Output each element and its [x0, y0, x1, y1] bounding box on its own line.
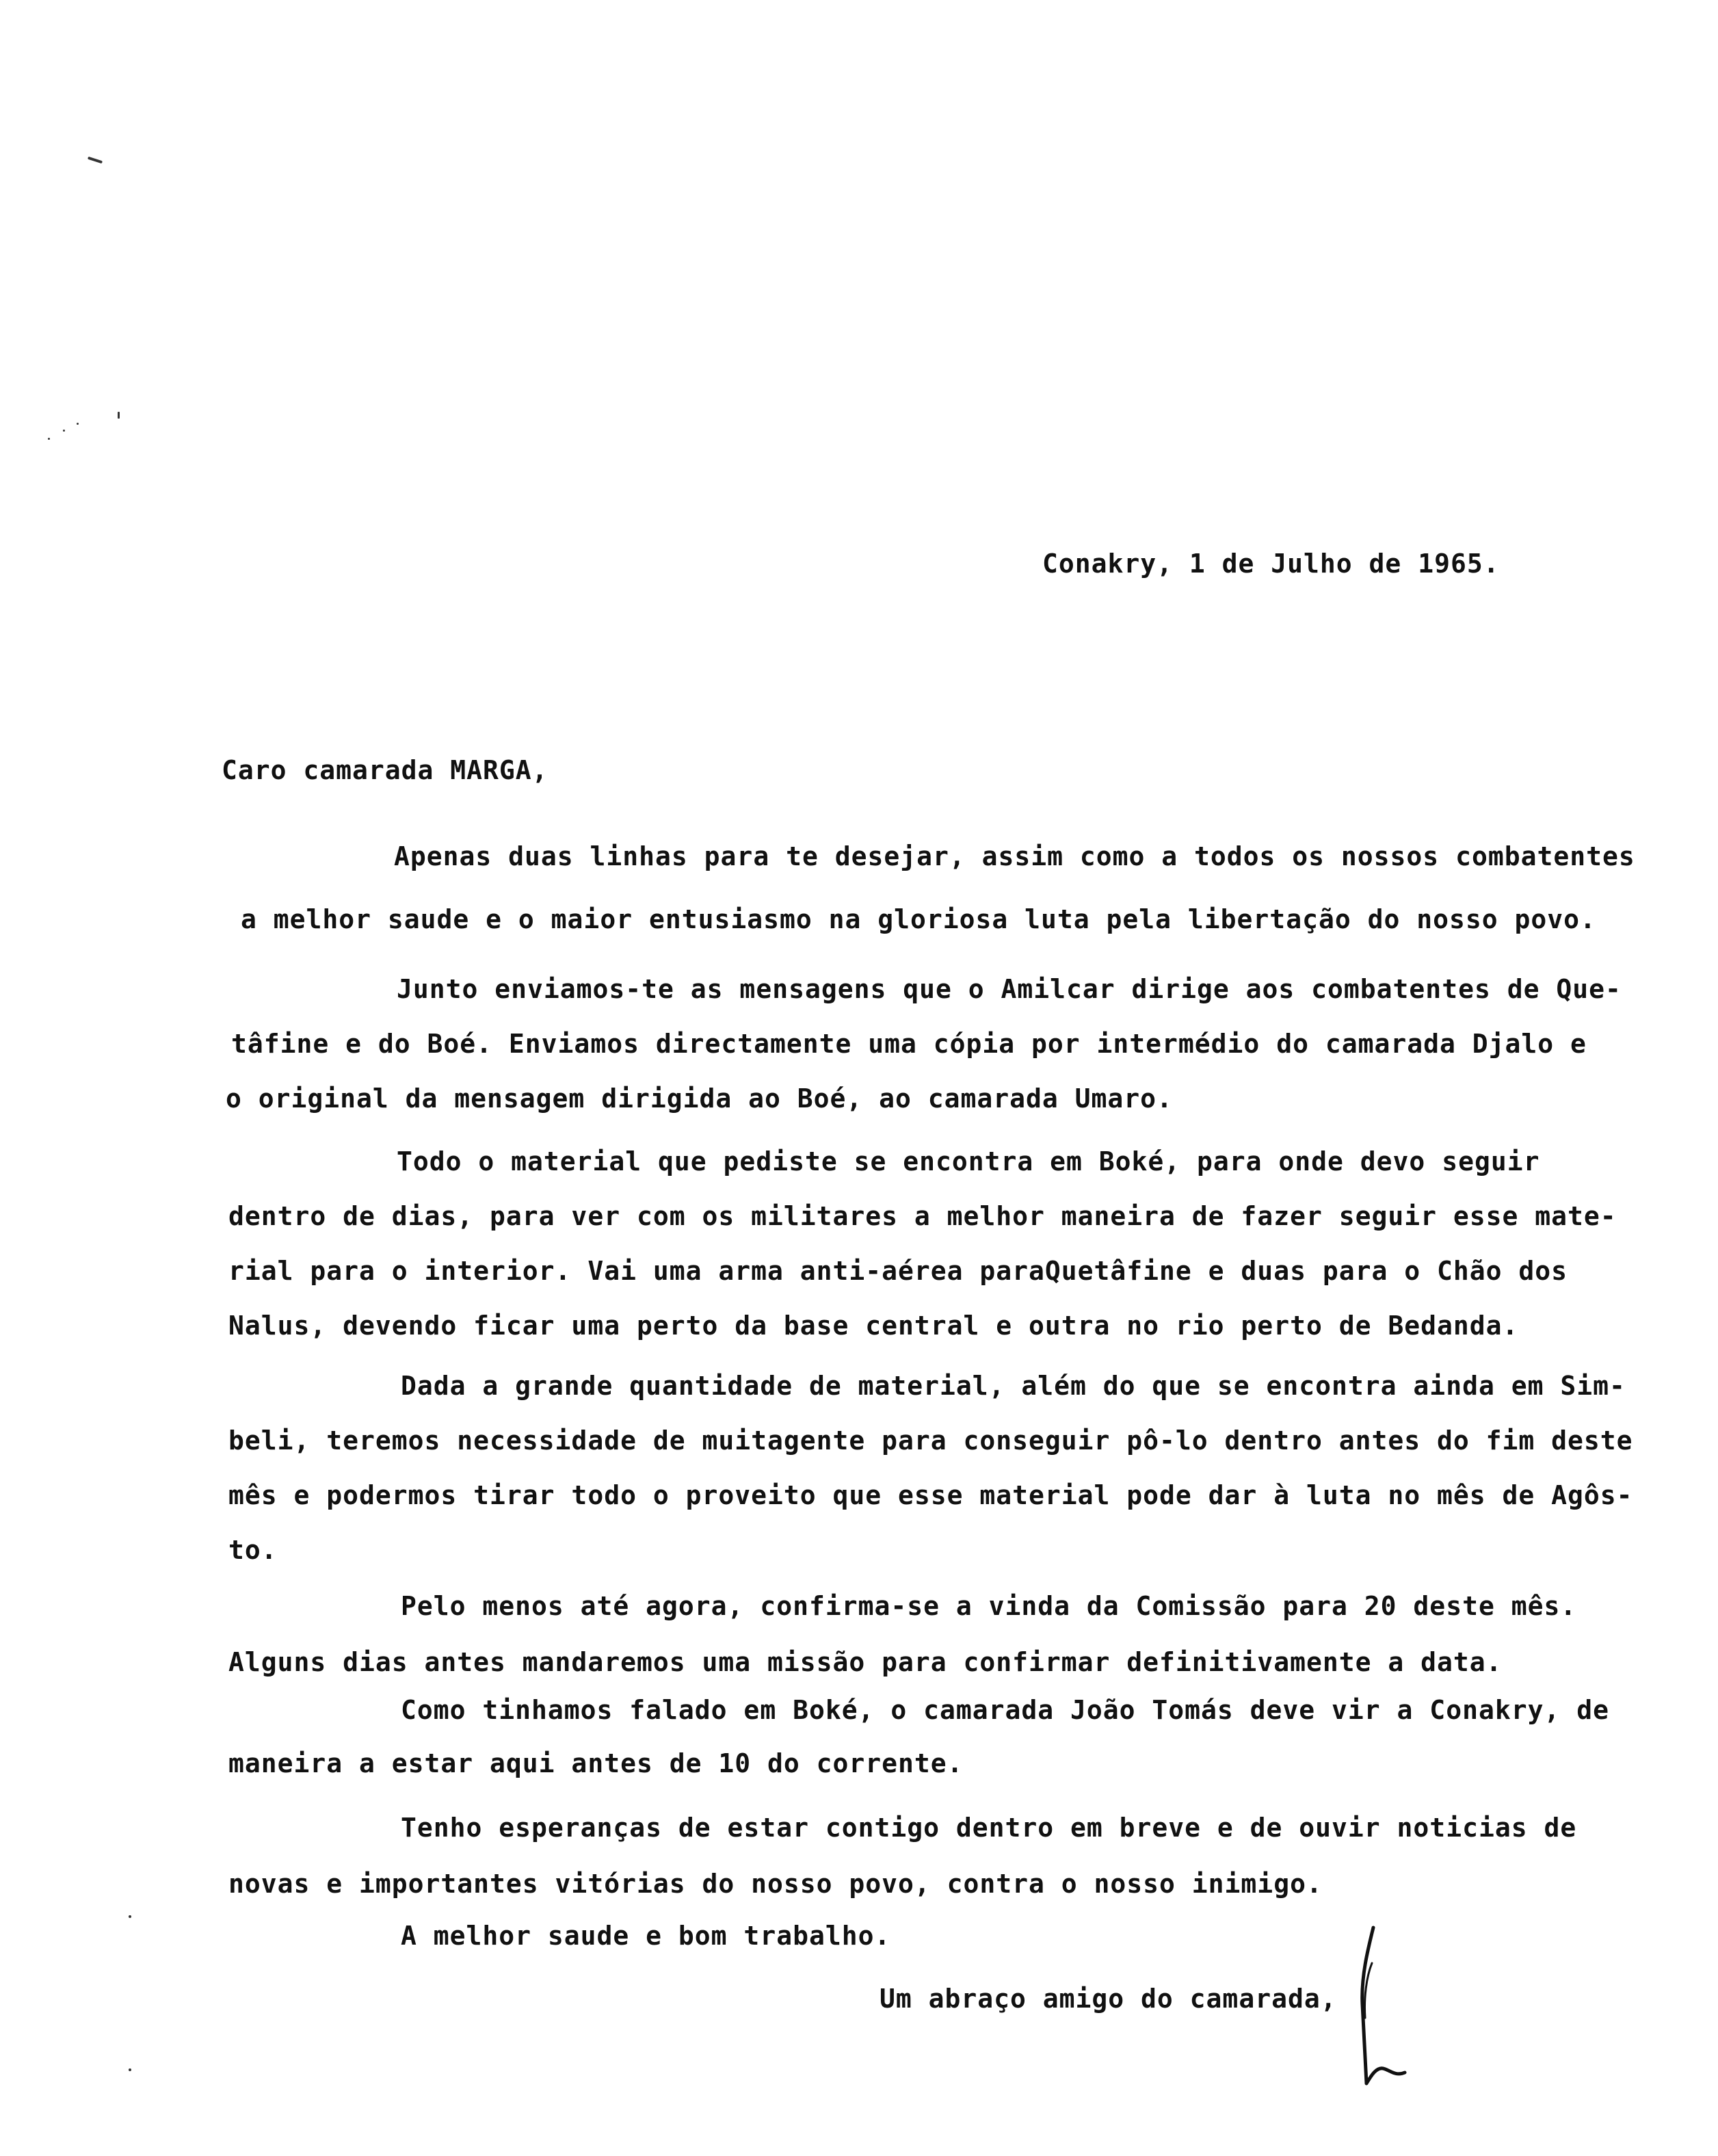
- scan-mark: [129, 1915, 131, 1918]
- paragraph-line: Pelo menos até agora, confirma-se a vinda da Comissão para 20 deste mês.: [401, 1591, 1577, 1621]
- paragraph-line: Apenas duas linhas para te desejar, assim como a todos os nossos combatentes: [394, 841, 1635, 871]
- paragraph-line: tâfine e do Boé. Enviamos directamente uma cópia por intermédio do camarada Djalo e: [231, 1029, 1587, 1059]
- handwritten-signature: [1347, 1922, 1429, 2093]
- paragraph-line: Tenho esperanças de estar contigo dentro em breve e de ouvir noticias de: [401, 1813, 1577, 1843]
- scan-mark: [118, 412, 120, 419]
- paragraph-line: Todo o material que pediste se encontra em Boké, para onde devo seguir: [397, 1146, 1540, 1176]
- paragraph-line: novas e importantes vitórias do nosso povo, contra o nosso inimigo.: [228, 1869, 1323, 1899]
- scan-mark: [48, 438, 50, 440]
- paragraph-line: beli, teremos necessidade de muitagente para conseguir pô-lo dentro antes do fim deste: [228, 1425, 1633, 1456]
- paragraph-line: o original da mensagem dirigida ao Boé, ao camarada Umaro.: [226, 1083, 1173, 1114]
- dateline: Conakry, 1 de Julho de 1965.: [1042, 549, 1500, 579]
- paragraph-line: Como tinhamos falado em Boké, o camarada João Tomás deve vir a Conakry, de: [401, 1695, 1609, 1725]
- salutation: Caro camarada MARGA,: [222, 755, 549, 785]
- paragraph-line: mês e podermos tirar todo o proveito que esse material pode dar à luta no mês de Agôs-: [228, 1480, 1633, 1510]
- scan-mark: [63, 430, 65, 432]
- paragraph-line: Nalus, devendo ficar uma perto da base central e outra no rio perto de Bedanda.: [228, 1311, 1519, 1341]
- scan-mark: [129, 2068, 131, 2071]
- paragraph-line: Dada a grande quantidade de material, além do que se encontra ainda em Sim-: [401, 1371, 1626, 1401]
- paragraph-line: Junto enviamos-te as mensagens que o Amilcar dirige aos combatentes de Que-: [397, 974, 1622, 1004]
- paragraph-line: A melhor saude e bom trabalho.: [401, 1921, 891, 1951]
- paragraph-line: to.: [228, 1535, 278, 1565]
- paragraph-line: Alguns dias antes mandaremos uma missão para confirmar definitivamente a data.: [228, 1647, 1503, 1677]
- paragraph-line: rial para o interior. Vai uma arma anti-aérea paraQuetâfine e duas para o Chão dos: [228, 1256, 1568, 1286]
- closing: Um abraço amigo do camarada,: [880, 1984, 1337, 2014]
- paragraph-line: maneira a estar aqui antes de 10 do corrente.: [228, 1748, 964, 1778]
- scan-mark: [88, 157, 103, 164]
- paragraph-line: a melhor saude e o maior entusiasmo na gloriosa luta pela libertação do nosso povo.: [241, 904, 1596, 934]
- scan-mark: [77, 423, 79, 425]
- paragraph-line: dentro de dias, para ver com os militares a melhor maneira de fazer seguir esse mate-: [228, 1201, 1617, 1231]
